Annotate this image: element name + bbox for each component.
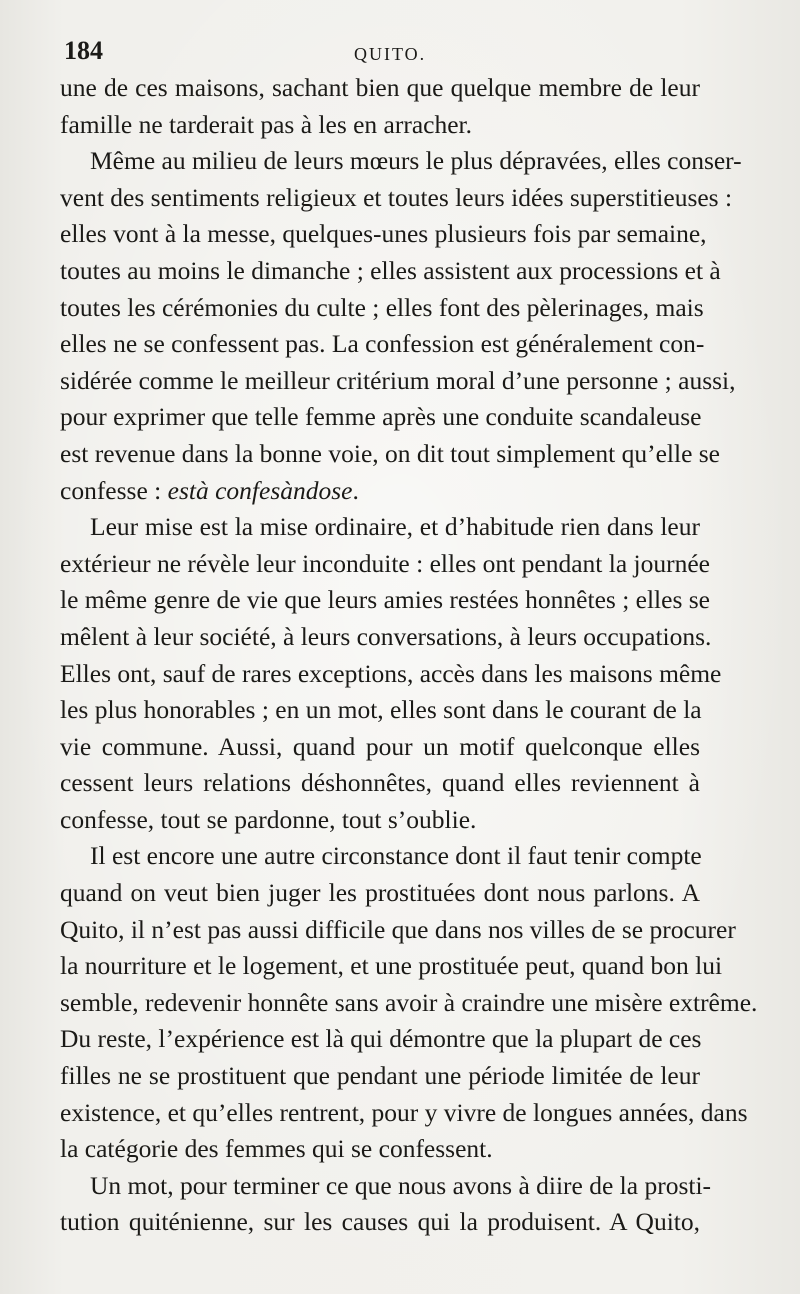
text-line: Du reste, l’expérience est là qui démontre que la plupart de ces: [60, 1024, 702, 1054]
running-head: QUITO.: [354, 44, 427, 64]
text-line: Même au milieu de leurs mœurs le plus dépravées, elles conser-: [90, 146, 742, 176]
text-line: la catégorie des femmes qui se confessent.: [60, 1134, 493, 1164]
text-line: est revenue dans la bonne voie, on dit tout simplement qu’elle se: [60, 438, 720, 468]
text-line: Il est encore une autre circonstance dont il faut tenir compte: [90, 841, 702, 871]
text-line: vie commune. Aussi, quand pour un motif quelconque elles: [60, 731, 700, 761]
page-number: 184: [64, 36, 103, 65]
text-line: famille ne tarderait pas à les en arracher.: [60, 109, 473, 139]
text-fragment: confesse :: [60, 475, 168, 505]
text-line: sidérée comme le meilleur critérium moral d’une personne ; aussi,: [60, 365, 736, 395]
text-line: cessent leurs relations déshonnêtes, quand elles reviennent à: [60, 768, 700, 798]
text-line: la nourriture et le logement, et une prostituée peut, quand bon lui: [60, 951, 723, 981]
text-line: vent des sentiments religieux et toutes leurs idées superstitieuses :: [60, 182, 733, 212]
text-line: le même genre de vie que leurs amies restées honnêtes ; elles se: [60, 585, 711, 615]
text-line: mêlent à leur société, à leurs conversations, à leurs occupations.: [60, 621, 712, 651]
text-line: Elles ont, sauf de rares exceptions, accès dans les maisons même: [60, 658, 722, 688]
text-line: les plus honorables ; en un mot, elles sont dans le courant de la: [60, 695, 702, 725]
text-line: filles ne se prostituent que pendant une période limitée de leur: [60, 1061, 700, 1091]
text-line: toutes les cérémonies du culte ; elles font des pèlerinages, mais: [60, 292, 704, 322]
body-text: [60, 70, 758, 1241]
text-line: semble, redevenir honnête sans avoir à craindre une misère extrême.: [60, 987, 758, 1017]
page-header: [64, 36, 704, 68]
text-line: elles ne se confessent pas. La confession est généralement con-: [60, 329, 705, 359]
text-line: extérieur ne révèle leur inconduite : elles ont pendant la journée: [60, 548, 710, 578]
text-line: une de ces maisons, sachant bien que quelque membre de leur: [60, 73, 700, 102]
text-line: existence, et qu’elles rentrent, pour y vivre de longues années, dans: [60, 1097, 748, 1127]
text-line: [60, 473, 700, 510]
italic-spanish-phrase: està confesàndose: [167, 475, 353, 505]
text-line: Un mot, pour terminer ce que nous avons à diire de la prosti-: [90, 1170, 712, 1200]
text-line: tution quiténienne, sur les causes qui la produisent. A Quito,: [60, 1207, 700, 1237]
text-line: confesse, tout se pardonne, tout s’oublie.: [60, 804, 477, 834]
text-line: elles vont à la messe, quelques-unes plusieurs fois par semaine,: [60, 219, 707, 249]
text-line: pour exprimer que telle femme après une conduite scandaleuse: [60, 402, 702, 432]
text-line: toutes au moins le dimanche ; elles assistent aux processions et à: [60, 255, 721, 285]
text-line: quand on veut bien juger les prostituées dont nous parlons. A: [60, 878, 700, 908]
text-fragment: .: [352, 475, 359, 505]
text-line: Quito, il n’est pas aussi difficile que dans nos villes de se procurer: [60, 914, 736, 944]
text-line: Leur mise est la mise ordinaire, et d’habitude rien dans leur: [90, 512, 700, 542]
